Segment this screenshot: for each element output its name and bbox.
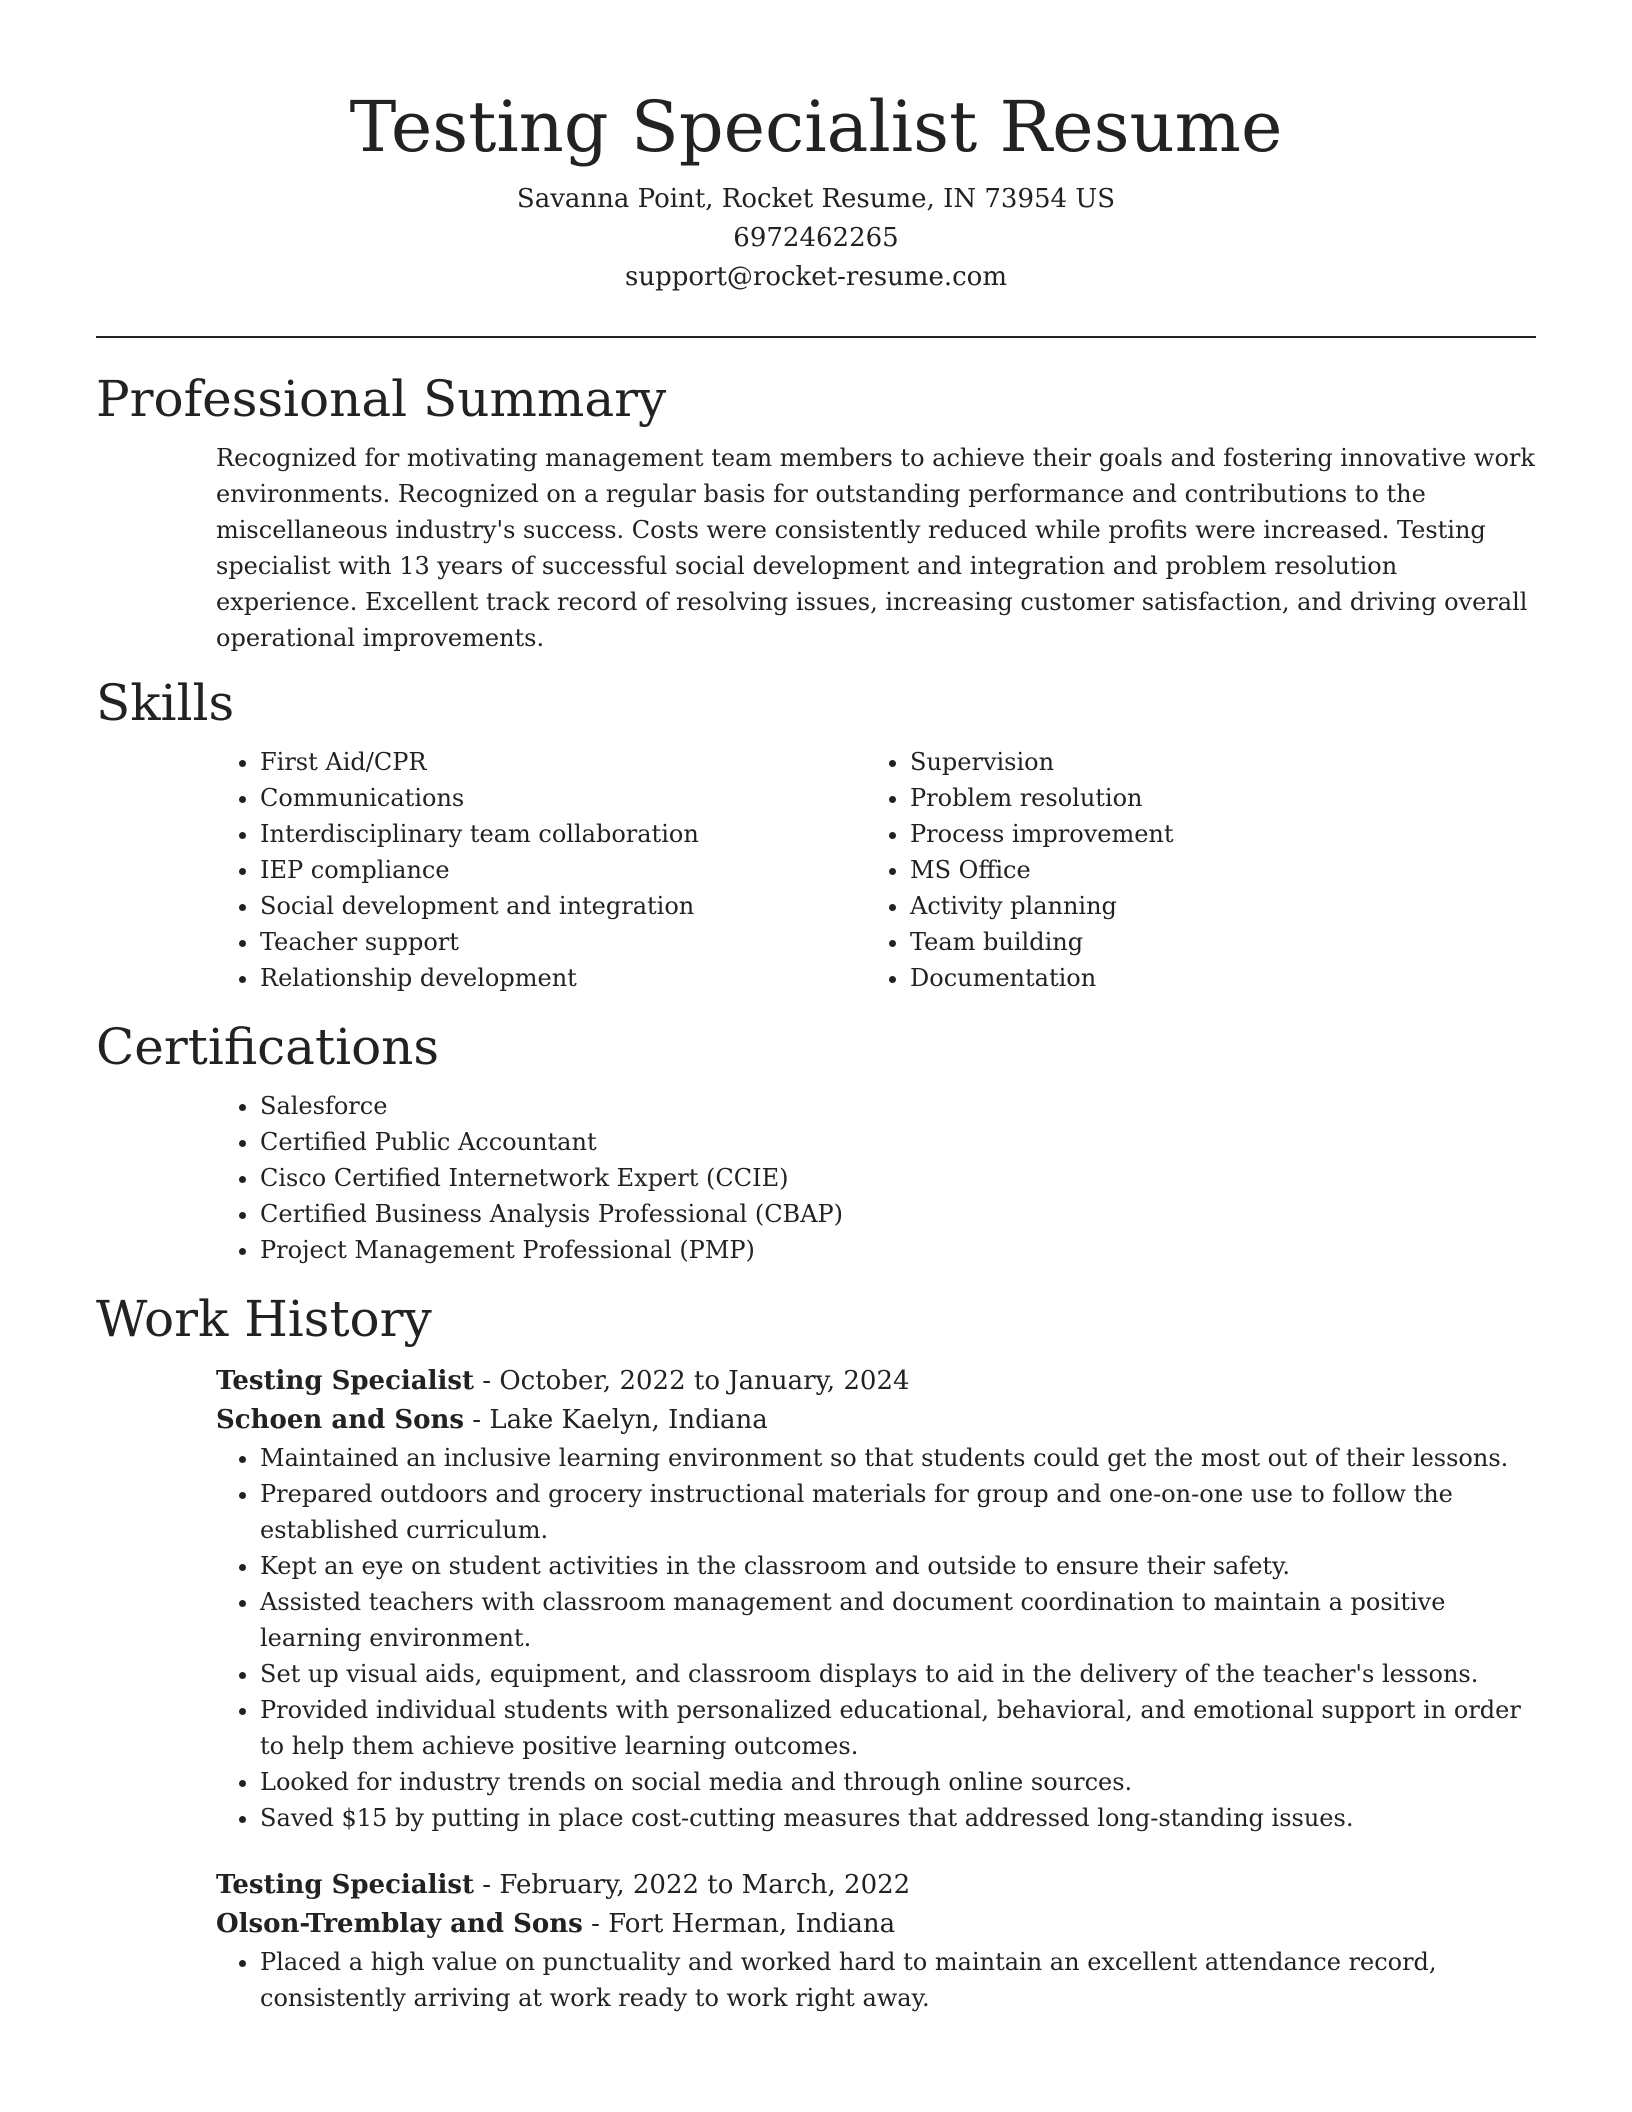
certifications-body: [96, 1088, 1536, 1268]
skills-list-right: [866, 744, 1516, 996]
list-item: • Project Management Professional (PMP): [260, 1232, 1536, 1268]
list-item: • Provided individual students with personalized educational, behavioral, and emotional support in order to help them achieve positive learning outcomes.: [260, 1692, 1536, 1764]
header-divider: [96, 336, 1536, 338]
skills-list-left: [216, 744, 866, 996]
list-item: • Social development and integration: [260, 888, 866, 924]
job-location: - Lake Kaelyn, Indiana: [464, 1405, 768, 1435]
skills-body: [96, 744, 1536, 996]
list-item: • Prepared outdoors and grocery instructional materials for group and one-on-one use to follow the established curriculum.: [260, 1476, 1536, 1548]
contact-block: [96, 180, 1536, 297]
job-entry: [96, 1866, 1536, 2016]
summary-section: [96, 368, 1536, 656]
job-location: - Fort Herman, Indiana: [582, 1909, 896, 1939]
job-bullet-list: [216, 1440, 1536, 1836]
list-item: • Interdisciplinary team collaboration: [260, 816, 866, 852]
list-item: • Problem resolution: [910, 780, 1516, 816]
resume-header: [96, 0, 1536, 297]
list-item: • Supervision: [910, 744, 1516, 780]
summary-text: Recognized for motivating management team members to achieve their goals and fostering innovative work environments. Recognized on a regular basis for outstanding performance and contributions to the miscellaneous industry's success. Costs were consistently reduced while profits were increased. Testing specialist with 13 years of successful social development and integration and problem resolution experience. Excellent track record of resolving issues, increasing customer satisfaction, and driving overall operational improvements.: [216, 444, 1535, 652]
summary-heading: Professional Summary: [96, 370, 667, 428]
job-dates: - February, 2022 to March, 2022: [474, 1870, 911, 1900]
list-item: • Documentation: [910, 960, 1516, 996]
skills-grid: [216, 744, 1536, 996]
job-entry: [96, 1362, 1536, 1836]
list-item: • Process improvement: [910, 816, 1516, 852]
job-company: Schoen and Sons: [216, 1405, 464, 1435]
list-item: • Assisted teachers with classroom management and document coordination to maintain a positive learning environment.: [260, 1584, 1536, 1656]
skills-column-right: [866, 744, 1516, 996]
job-company-line: [216, 1401, 1536, 1440]
list-item: • Teacher support: [260, 924, 866, 960]
list-item: • Salesforce: [260, 1088, 1536, 1124]
contact-email: support@rocket-resume.com: [624, 262, 1007, 292]
skills-column-left: [216, 744, 866, 996]
list-item: • Looked for industry trends on social media and through online sources.: [260, 1764, 1536, 1800]
summary-body: [96, 440, 1536, 656]
job-role: Testing Specialist: [216, 1870, 475, 1900]
certifications-heading: Certifications: [96, 1018, 440, 1076]
job-title-line: [216, 1362, 1536, 1401]
list-item: • Cisco Certified Internetwork Expert (CCIE): [260, 1160, 1536, 1196]
work-history-section: [96, 1288, 1536, 2016]
certifications-section: [96, 1016, 1536, 1268]
job-role: Testing Specialist: [216, 1366, 475, 1396]
list-item: • Team building: [910, 924, 1516, 960]
job-title-line: [216, 1866, 1536, 1905]
job-dates: - October, 2022 to January, 2024: [474, 1366, 910, 1396]
contact-phone: 6972462265: [733, 223, 899, 253]
resume-title: Testing Specialist Resume: [349, 86, 1283, 168]
list-item: • MS Office: [910, 852, 1516, 888]
list-item: • Maintained an inclusive learning environment so that students could get the most out of their lessons.: [260, 1440, 1536, 1476]
work-history-heading: Work History: [96, 1290, 432, 1348]
list-item: • First Aid/CPR: [260, 744, 866, 780]
job-company: Olson-Tremblay and Sons: [216, 1909, 583, 1939]
list-item: • Placed a high value on punctuality and worked hard to maintain an excellent attendance record, consistently arriving at work ready to work right away.: [260, 1944, 1536, 2016]
job-bullet-list: [216, 1944, 1536, 2016]
list-item: • Activity planning: [910, 888, 1516, 924]
skills-section: [96, 672, 1536, 996]
skills-heading: Skills: [96, 674, 235, 732]
list-item: • Relationship development: [260, 960, 866, 996]
list-item: • Communications: [260, 780, 866, 816]
list-item: • Certified Public Accountant: [260, 1124, 1536, 1160]
contact-address: Savanna Point, Rocket Resume, IN 73954 US: [516, 184, 1116, 214]
list-item: • IEP compliance: [260, 852, 866, 888]
list-item: • Kept an eye on student activities in the classroom and outside to ensure their safety.: [260, 1548, 1536, 1584]
list-item: • Certified Business Analysis Professional (CBAP): [260, 1196, 1536, 1232]
list-item: • Saved $15 by putting in place cost-cutting measures that addressed long-standing issues.: [260, 1800, 1536, 1836]
list-item: • Set up visual aids, equipment, and classroom displays to aid in the delivery of the teacher's lessons.: [260, 1656, 1536, 1692]
resume-page: [96, 0, 1536, 2016]
job-company-line: [216, 1905, 1536, 1944]
certifications-list: [216, 1088, 1536, 1268]
